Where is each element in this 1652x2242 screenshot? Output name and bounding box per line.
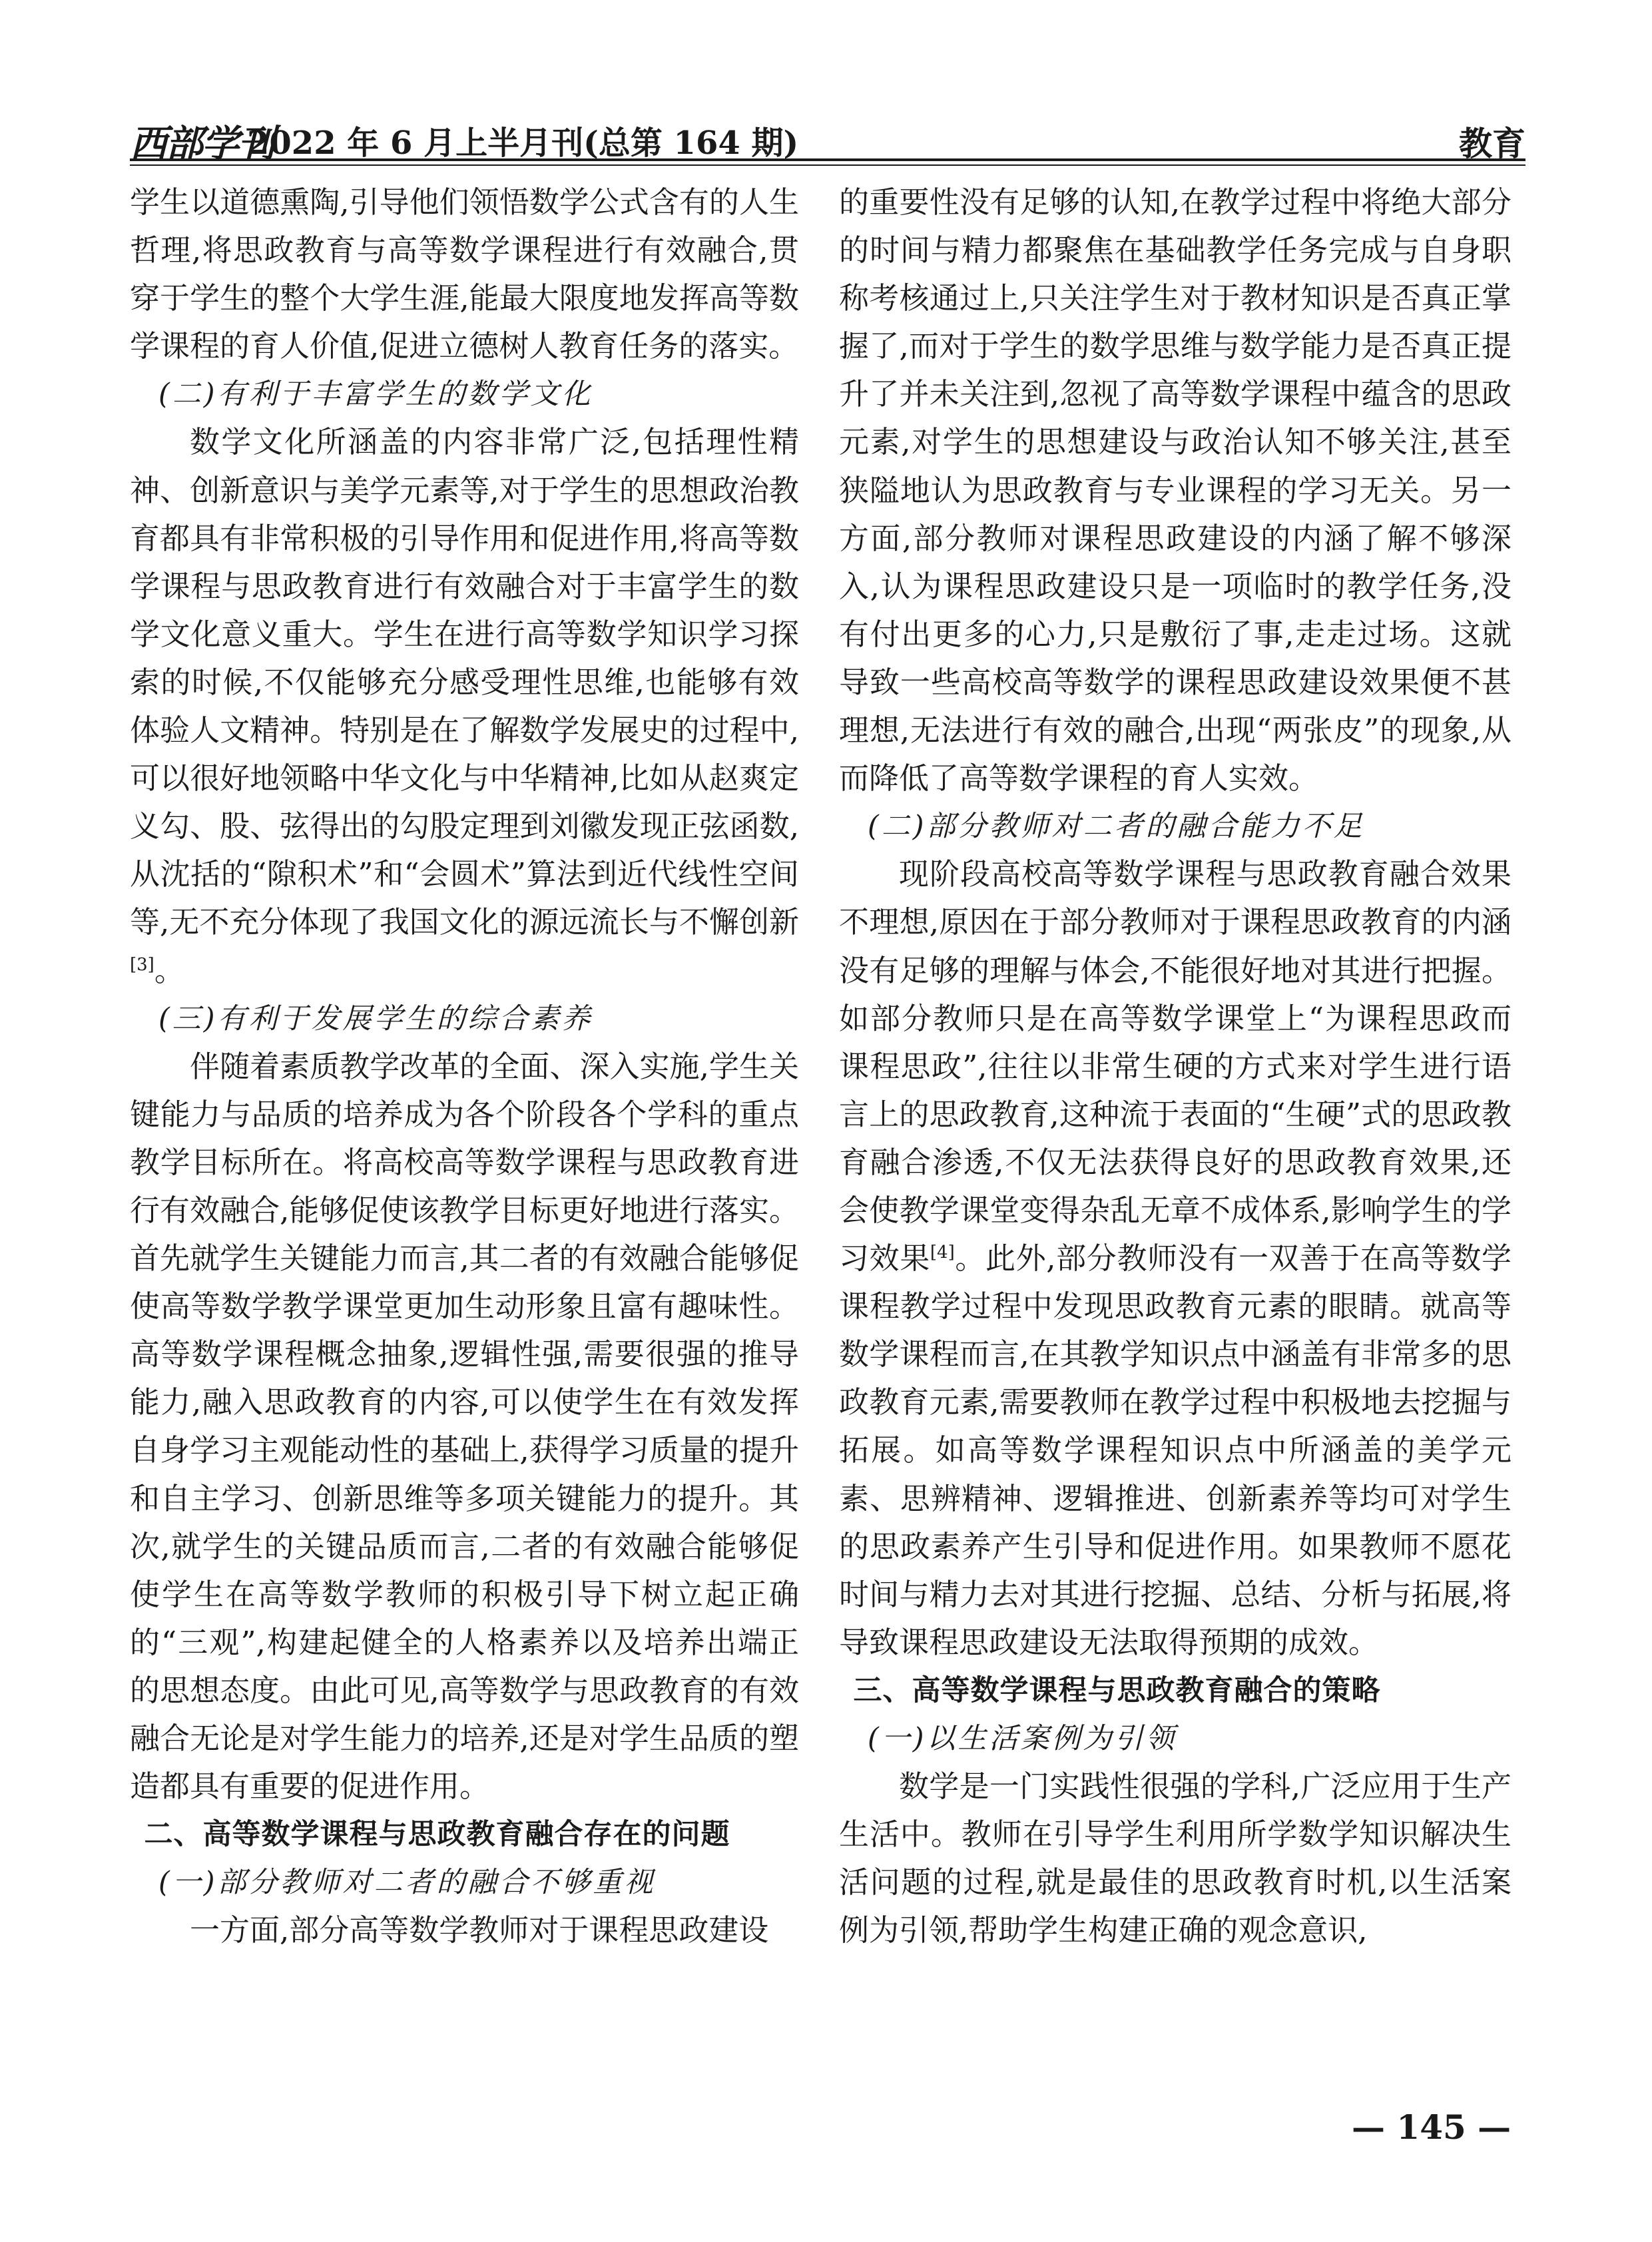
paragraph-text: 现阶段高校高等数学课程与思政教育融合效果不理想,原因在于部分教师对于课程思政教育的内涵没有足够的理解与体会,不能很好地对其进行把握。如部分教师只是在高等数学课堂上“为课程思政而课程思政”,往往以非常生硬的方式来对学生进行语言上的思政教育,这种流于表面的“生硬”式的思政教育融合渗透,不仅无法获得良好的思政教育效果,还会使教学课堂变得杂乱无章不成体系,影响学生的学习效果 [839, 856, 1512, 1276]
paragraph-text: 数学是一门实践性很强的学科,广泛应用于生产生活中。教师在引导学生利用所学数学知识解决生活问题的过程,就是最佳的思政教育时机,以生活案例为引领,帮助学生构建正确的观念意识, [839, 1769, 1512, 1948]
paragraph-text: 一方面,部分高等数学教师对于课程思政建设 [190, 1912, 769, 1948]
journal-logo: 西部学刊 [130, 122, 274, 166]
paragraph [130, 418, 799, 994]
paragraph [130, 1906, 799, 1954]
citation-ref: [3] [130, 954, 154, 975]
section-heading [130, 1811, 799, 1858]
subsection-heading [839, 1715, 1512, 1763]
paragraph [839, 1763, 1512, 1954]
section-heading-text: 三、高等数学课程与思政教育融合的策略 [853, 1673, 1381, 1707]
subsection-heading [839, 802, 1512, 850]
paragraph [839, 850, 1512, 1667]
page-number: — 145 — [1352, 2107, 1512, 2147]
paragraph-text-tail: 。 [154, 952, 184, 988]
subsection-heading-text: (二)有利于丰富学生的数学文化 [158, 378, 593, 412]
running-header [130, 111, 1525, 166]
paragraph-text: 数学文化所涵盖的内容非常广泛,包括理性精神、创新意识与美学元素等,对于学生的思想政治教育都具有非常积极的引导作用和促进作用,将高等数学课程与思政教育进行有效融合对于丰富学生的数学文化意义重大。学生在进行高等数学知识学习探索的时候,不仅能够充分感受理性思维,也能够有效体验人文精神。特别是在了解数学发展史的过程中,可以很好地领略中华文化与中华精神,比如从赵爽定义勾、股、弦得出的勾股定理到刘徽发现正弦函数,从沈括的“隙积术”和“会圆术”算法到近代线性空间等,无不充分体现了我国文化的源远流长与不懈创新 [130, 424, 799, 940]
header-rule [130, 158, 1525, 161]
section-heading-text: 二、高等数学课程与思政教育融合存在的问题 [144, 1818, 730, 1852]
subsection-heading-text: (一)以生活案例为引领 [868, 1722, 1177, 1755]
issue-info: 2022 年 6 月上半月刊(总第 164 期) [247, 125, 799, 162]
paragraph [130, 1043, 799, 1811]
header-rule-thin [130, 164, 1525, 166]
section-label: 教育 [1459, 124, 1525, 163]
section-heading [839, 1667, 1512, 1715]
paragraph [130, 178, 799, 370]
left-column [130, 178, 799, 1954]
citation-ref: [4] [930, 1243, 955, 1263]
subsection-heading [130, 370, 799, 418]
paragraph [839, 178, 1512, 802]
subsection-heading-text: (一)部分教师对二者的融合不够重视 [158, 1866, 656, 1900]
subsection-heading-text: (三)有利于发展学生的综合素养 [158, 1001, 593, 1035]
right-column [839, 178, 1512, 1954]
paragraph-text: 伴随着素质教学改革的全面、深入实施,学生关键能力与品质的培养成为各个阶段各个学科的重点教学目标所在。将高校高等数学课程与思政教育进行有效融合,能够促使该教学目标更好地进行落实。首先就学生关键能力而言,其二者的有效融合能够促使高等数学教学课堂更加生动形象且富有趣味性。高等数学课程概念抽象,逻辑性强,需要很强的推导能力,融入思政教育的内容,可以使学生在有效发挥自身学习主观能动性的基础上,获得学习质量的提升和自主学习、创新思维等多项关键能力的提升。其次,就学生的关键品质而言,二者的有效融合能够促使学生在高等数学教师的积极引导下树立起正确的“三观”,构建起健全的人格素养以及培养出端正的思想态度。由此可见,高等数学与思政教育的有效融合无论是对学生能力的培养,还是对学生品质的塑造都具有重要的促进作用。 [130, 1048, 799, 1805]
subsection-heading [130, 995, 799, 1043]
subsection-heading-text: (二)部分教师对二者的融合能力不足 [868, 810, 1365, 844]
subsection-heading [130, 1858, 799, 1906]
paragraph-text: 学生以道德熏陶,引导他们领悟数学公式含有的人生哲理,将思政教育与高等数学课程进行有效融合,贯穿于学生的整个大学生涯,能最大限度地发挥高等数学课程的育人价值,促进立德树人教育任务的落实。 [130, 184, 799, 364]
paragraph-text-tail: 。此外,部分教师没有一双善于在高等数学课程教学过程中发现思政教育元素的眼睛。就高等数学课程而言,在其教学知识点中涵盖有非常多的思政教育元素,需要教师在教学过程中积极地去挖掘与拓展。如高等数学课程知识点中所涵盖的美学元素、思辨精神、逻辑推进、创新素养等均可对学生的思政素养产生引导和促进作用。如果教师不愿花时间与精力去对其进行挖掘、总结、分析与拓展,将导致课程思政建设无法取得预期的成效。 [839, 1241, 1512, 1660]
paragraph-text: 的重要性没有足够的认知,在教学过程中将绝大部分的时间与精力都聚焦在基础教学任务完成与自身职称考核通过上,只关注学生对于教材知识是否真正掌握了,而对于学生的数学思维与数学能力是否真正提升了并未关注到,忽视了高等数学课程中蕴含的思政元素,对学生的思想建设与政治认知不够关注,甚至狭隘地认为思政教育与专业课程的学习无关。另一方面,部分教师对课程思政建设的内涵了解不够深入,认为课程思政建设只是一项临时的教学任务,没有付出更多的心力,只是敷衍了事,走走过场。这就导致一些高校高等数学的课程思政建设效果便不甚理想,无法进行有效的融合,出现“两张皮”的现象,从而降低了高等数学课程的育人实效。 [839, 184, 1512, 796]
